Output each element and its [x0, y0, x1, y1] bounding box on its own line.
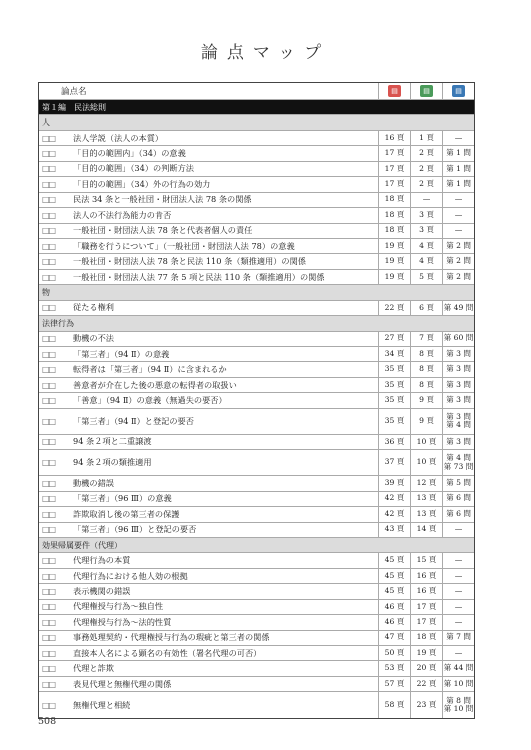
issue-title: 代理行為における他人効の根拠 [73, 570, 188, 581]
question-ref [442, 162, 474, 176]
page-ref-b: 1 頁 [410, 131, 442, 145]
table-row [39, 553, 474, 568]
page-ref-a: 45 頁 [378, 569, 410, 583]
question-number: 第 2 問 [446, 256, 471, 266]
book-icon-blue: ▤ [452, 85, 465, 97]
page-ref-b: 10 頁 [410, 450, 442, 475]
checkboxes[interactable]: □□ [42, 380, 56, 390]
question-number: 第 10 問 [443, 704, 474, 714]
checkboxes[interactable]: □□ [42, 571, 56, 581]
issue-title: 法人の不法行為能力の肯否 [73, 209, 172, 220]
issue-title: 94 条２項の類推適用 [73, 457, 152, 468]
question-ref [442, 492, 474, 506]
table-row [39, 224, 474, 239]
issue-title: 一般社団・財団法人法 78 条と民法 110 条（類推適用）の関係 [73, 256, 306, 267]
page-ref-a: 19 頁 [378, 270, 410, 284]
issue-title: 「目的の範囲内」（34）の意義 [73, 148, 186, 159]
table-row [39, 615, 474, 630]
page-ref-a: 36 頁 [378, 435, 410, 449]
issue-title: 代理権授与行為～法的性質 [73, 616, 172, 627]
page-ref-a: 34 頁 [378, 347, 410, 361]
page-ref-b: 15 頁 [410, 553, 442, 567]
page-ref-b: 5 頁 [410, 270, 442, 284]
issue-title: 「第三者」（94 Ⅱ）の意義 [73, 348, 170, 359]
question-ref [442, 239, 474, 253]
table-row [39, 146, 474, 161]
question-number: 第 2 問 [446, 271, 471, 281]
issue-title: 善意者が介在した後の悪意の転得者の取扱い [73, 379, 237, 390]
question-number: 第 3 問 [446, 395, 471, 405]
question-number: — [454, 132, 463, 142]
table-row [39, 393, 474, 408]
question-ref [442, 208, 474, 222]
page-ref-b: 2 頁 [410, 162, 442, 176]
page-ref-a: 18 頁 [378, 193, 410, 207]
page-ref-b: 16 頁 [410, 569, 442, 583]
page-ref-a: 58 頁 [378, 692, 410, 718]
page-ref-a: 35 頁 [378, 409, 410, 434]
page-ref-a: 27 頁 [378, 332, 410, 346]
page-ref-a: 53 頁 [378, 661, 410, 675]
question-number: 第 7 問 [446, 632, 471, 642]
issue-title: 一般社団・財団法人法 78 条と代表者個人の責任 [73, 225, 253, 236]
question-ref [442, 347, 474, 361]
page-ref-a: 19 頁 [378, 254, 410, 268]
page-ref-b: 14 頁 [410, 523, 442, 537]
issue-title: 転得者は「第三者」（94 Ⅱ）に含まれるか [73, 364, 227, 375]
page-ref-a: 17 頁 [378, 177, 410, 191]
question-ref [442, 409, 474, 434]
page-ref-a: 50 頁 [378, 646, 410, 660]
question-number: — [454, 601, 463, 611]
question-number: 第 6 問 [446, 508, 471, 518]
page-ref-b: 17 頁 [410, 600, 442, 614]
question-ref [442, 523, 474, 537]
page-ref-a: 45 頁 [378, 553, 410, 567]
page-ref-a: 46 頁 [378, 615, 410, 629]
checkboxes[interactable]: □□ [42, 334, 56, 344]
checkboxes[interactable]: □□ [42, 617, 56, 627]
question-number: 第 3 問 [446, 348, 471, 358]
page-ref-a: 39 頁 [378, 476, 410, 490]
page-ref-b: 4 頁 [410, 254, 442, 268]
table-row [39, 476, 474, 491]
issue-title: 一般社団・財団法人法 77 条 5 項と民法 110 条（類推適用）の関係 [73, 271, 325, 282]
checkboxes[interactable]: □□ [42, 509, 56, 519]
table-row [39, 492, 474, 507]
issue-title: 従たる権利 [73, 302, 114, 313]
question-number: 第 1 問 [446, 163, 471, 173]
question-number: 第 4 問 [446, 452, 471, 462]
checkboxes[interactable]: □□ [42, 700, 56, 710]
page-ref-b: — [410, 193, 442, 207]
question-number: — [454, 194, 463, 204]
page-ref-b: 23 頁 [410, 692, 442, 718]
table-row [39, 631, 474, 646]
page-ref-b: 13 頁 [410, 492, 442, 506]
question-ref [442, 131, 474, 145]
page-ref-a: 46 頁 [378, 600, 410, 614]
page-ref-b: 18 頁 [410, 631, 442, 645]
issue-title: 「善意」（94 Ⅱ）の意義（無過失の要否） [73, 395, 227, 406]
table-row [39, 584, 474, 599]
table-row [39, 409, 474, 435]
issue-title: 「第三者」（94 Ⅱ）と登記の要否 [73, 415, 194, 426]
question-ref [442, 507, 474, 521]
question-number: 第 1 問 [446, 148, 471, 158]
page-ref-a: 17 頁 [378, 146, 410, 160]
table-row [39, 362, 474, 377]
checkboxes[interactable]: □□ [42, 416, 56, 426]
question-ref [442, 600, 474, 614]
issue-title: 「第三者」（96 Ⅲ）の意義 [73, 493, 172, 504]
table-row [39, 569, 474, 584]
table-row [39, 600, 474, 615]
question-ref [442, 631, 474, 645]
issue-title: 直接本人名による顕名の有効性（署名代理の可否） [73, 647, 262, 658]
table-header [39, 83, 474, 100]
page-ref-a: 43 頁 [378, 523, 410, 537]
checkboxes[interactable]: □□ [42, 648, 56, 658]
question-number: 第 3 問 [446, 411, 471, 421]
section-heading: 法律行為 [39, 316, 474, 331]
table-row [39, 523, 474, 538]
checkboxes[interactable]: □□ [42, 164, 56, 174]
question-number: — [454, 647, 463, 657]
table-row [39, 301, 474, 316]
checkboxes[interactable]: □□ [42, 365, 56, 375]
question-number: — [454, 209, 463, 219]
page-ref-a: 45 頁 [378, 584, 410, 598]
checkboxes[interactable]: □□ [42, 303, 56, 313]
question-ref [442, 584, 474, 598]
page-ref-a: 57 頁 [378, 677, 410, 691]
page-ref-a: 19 頁 [378, 239, 410, 253]
question-ref [442, 270, 474, 284]
question-ref [442, 254, 474, 268]
page-ref-b: 3 頁 [410, 208, 442, 222]
page-number: 508 [38, 716, 57, 727]
question-number: 第 5 問 [446, 478, 471, 488]
page-ref-a: 42 頁 [378, 492, 410, 506]
question-number: — [454, 555, 463, 565]
question-ref [442, 615, 474, 629]
checkboxes[interactable]: □□ [42, 664, 56, 674]
page-ref-a: 16 頁 [378, 131, 410, 145]
checkboxes[interactable]: □□ [42, 396, 56, 406]
section-heading: 効果帰属要件（代理） [39, 538, 474, 553]
checkboxes[interactable]: □□ [42, 586, 56, 596]
table-row [39, 332, 474, 347]
checkboxes[interactable]: □□ [42, 257, 56, 267]
question-number: 第 10 問 [443, 678, 474, 688]
page-ref-a: 18 頁 [378, 208, 410, 222]
table-body [39, 115, 474, 718]
question-ref [442, 553, 474, 567]
checkboxes[interactable]: □□ [42, 633, 56, 643]
issue-title: 動機の錯誤 [73, 477, 114, 488]
table-row [39, 239, 474, 254]
question-number: — [454, 524, 463, 534]
question-ref [442, 177, 474, 191]
table-row [39, 177, 474, 192]
question-number: 第 8 問 [446, 695, 471, 705]
table-row [39, 254, 474, 269]
checkboxes[interactable]: □□ [42, 679, 56, 689]
issue-title: 無権代理と相続 [73, 699, 131, 710]
part-heading: 第１編 民法総則 [39, 100, 474, 115]
question-ref [442, 378, 474, 392]
question-number: 第 44 問 [443, 663, 474, 673]
question-ref [442, 362, 474, 376]
book-icon-red: ▤ [388, 85, 401, 97]
question-number: 第 3 問 [446, 364, 471, 374]
issue-title: 動機の不法 [73, 333, 114, 344]
question-number: — [454, 616, 463, 626]
checkboxes[interactable]: □□ [42, 195, 56, 205]
question-number: 第 1 問 [446, 179, 471, 189]
question-number: 第 49 問 [443, 302, 474, 312]
issue-title: 法人学説（法人の本質） [73, 132, 164, 143]
question-number: 第 4 問 [446, 420, 471, 430]
page-ref-a: 35 頁 [378, 393, 410, 407]
table-row [39, 692, 474, 718]
table-row [39, 193, 474, 208]
table-row [39, 450, 474, 476]
checkboxes[interactable]: □□ [42, 437, 56, 447]
issue-title: 詐欺取消し後の第三者の保護 [73, 508, 180, 519]
page-ref-b: 19 頁 [410, 646, 442, 660]
page-ref-b: 10 頁 [410, 435, 442, 449]
question-number: 第 3 問 [446, 379, 471, 389]
table-row [39, 208, 474, 223]
page-ref-b: 6 頁 [410, 301, 442, 315]
page-ref-b: 8 頁 [410, 378, 442, 392]
question-ref [442, 193, 474, 207]
header-name: 論点名 [61, 87, 87, 97]
page-ref-a: 35 頁 [378, 378, 410, 392]
issue-title: 事務処理契約・代理権授与行為の瑕疵と第三者の関係 [73, 632, 270, 643]
question-ref [442, 677, 474, 691]
checkboxes[interactable]: □□ [42, 133, 56, 143]
page-ref-b: 9 頁 [410, 393, 442, 407]
question-number: — [454, 586, 463, 596]
page-ref-a: 22 頁 [378, 301, 410, 315]
question-number: 第 2 問 [446, 240, 471, 250]
table-row [39, 162, 474, 177]
table-row [39, 507, 474, 522]
page-ref-b: 17 頁 [410, 615, 442, 629]
checkboxes[interactable]: □□ [42, 226, 56, 236]
table-row [39, 435, 474, 450]
issue-title: 表示機関の錯誤 [73, 585, 131, 596]
page-ref-a: 42 頁 [378, 507, 410, 521]
page-title: 論点マップ [200, 43, 331, 63]
question-number: 第 60 問 [443, 333, 474, 343]
checkboxes[interactable]: □□ [42, 556, 56, 566]
checkboxes[interactable]: □□ [42, 458, 56, 468]
page-ref-b: 12 頁 [410, 476, 442, 490]
page-ref-b: 20 頁 [410, 661, 442, 675]
question-ref [442, 476, 474, 490]
question-ref [442, 146, 474, 160]
checkboxes[interactable]: □□ [42, 349, 56, 359]
question-ref [442, 692, 474, 718]
page-ref-b: 13 頁 [410, 507, 442, 521]
page-ref-a: 37 頁 [378, 450, 410, 475]
question-ref [442, 301, 474, 315]
question-number: — [454, 570, 463, 580]
page-ref-b: 2 頁 [410, 177, 442, 191]
question-ref [442, 224, 474, 238]
issue-title: 「職務を行うについて」（一般社団・財団法人法 78）の意義 [73, 240, 295, 251]
issue-title: 代理権授与行為～独自性 [73, 601, 164, 612]
question-number: 第 3 問 [446, 436, 471, 446]
issue-title: 代理行為の本質 [73, 555, 131, 566]
page-ref-a: 17 頁 [378, 162, 410, 176]
issue-title: 「目的の範囲」（34）外の行為の効力 [73, 178, 211, 189]
question-ref [442, 332, 474, 346]
checkboxes[interactable]: □□ [42, 494, 56, 504]
page-ref-a: 35 頁 [378, 362, 410, 376]
section-heading: 物 [39, 285, 474, 300]
page-ref-a: 47 頁 [378, 631, 410, 645]
page-ref-b: 8 頁 [410, 362, 442, 376]
checkboxes[interactable]: □□ [42, 241, 56, 251]
checkboxes[interactable]: □□ [42, 478, 56, 488]
question-number: 第 73 問 [443, 461, 474, 471]
page-ref-b: 3 頁 [410, 224, 442, 238]
checkboxes[interactable]: □□ [42, 149, 56, 159]
page-ref-b: 8 頁 [410, 347, 442, 361]
page-ref-b: 4 頁 [410, 239, 442, 253]
page-ref-b: 9 頁 [410, 409, 442, 434]
question-ref [442, 450, 474, 475]
question-ref [442, 435, 474, 449]
checkboxes[interactable]: □□ [42, 602, 56, 612]
book-icon-green: ▤ [420, 85, 433, 97]
question-ref [442, 569, 474, 583]
page-ref-b: 2 頁 [410, 146, 442, 160]
checkboxes[interactable]: □□ [42, 179, 56, 189]
checkboxes[interactable]: □□ [42, 210, 56, 220]
question-ref [442, 646, 474, 660]
page-ref-b: 22 頁 [410, 677, 442, 691]
issue-title: 「目的の範囲」（34）の判断方法 [73, 163, 194, 174]
issue-map-table [38, 82, 475, 719]
table-row [39, 270, 474, 285]
page-ref-b: 7 頁 [410, 332, 442, 346]
issue-title: 代理と詐欺 [73, 663, 114, 674]
table-row [39, 378, 474, 393]
checkboxes[interactable]: □□ [42, 525, 56, 535]
table-row [39, 646, 474, 661]
table-row [39, 661, 474, 676]
table-row [39, 347, 474, 362]
section-heading: 人 [39, 115, 474, 130]
table-row [39, 677, 474, 692]
question-ref [442, 661, 474, 675]
issue-title: 94 条２項と二重譲渡 [73, 436, 152, 447]
page-ref-b: 16 頁 [410, 584, 442, 598]
table-row [39, 131, 474, 146]
page-ref-a: 18 頁 [378, 224, 410, 238]
issue-title: 表見代理と無権代理の関係 [73, 678, 172, 689]
checkboxes[interactable]: □□ [42, 272, 56, 282]
issue-title: 「第三者」（96 Ⅲ）と登記の要否 [73, 524, 197, 535]
question-ref [442, 393, 474, 407]
issue-title: 民法 34 条と一般社団・財団法人法 78 条の関係 [73, 194, 252, 205]
question-number: 第 6 問 [446, 493, 471, 503]
question-number: — [454, 225, 463, 235]
